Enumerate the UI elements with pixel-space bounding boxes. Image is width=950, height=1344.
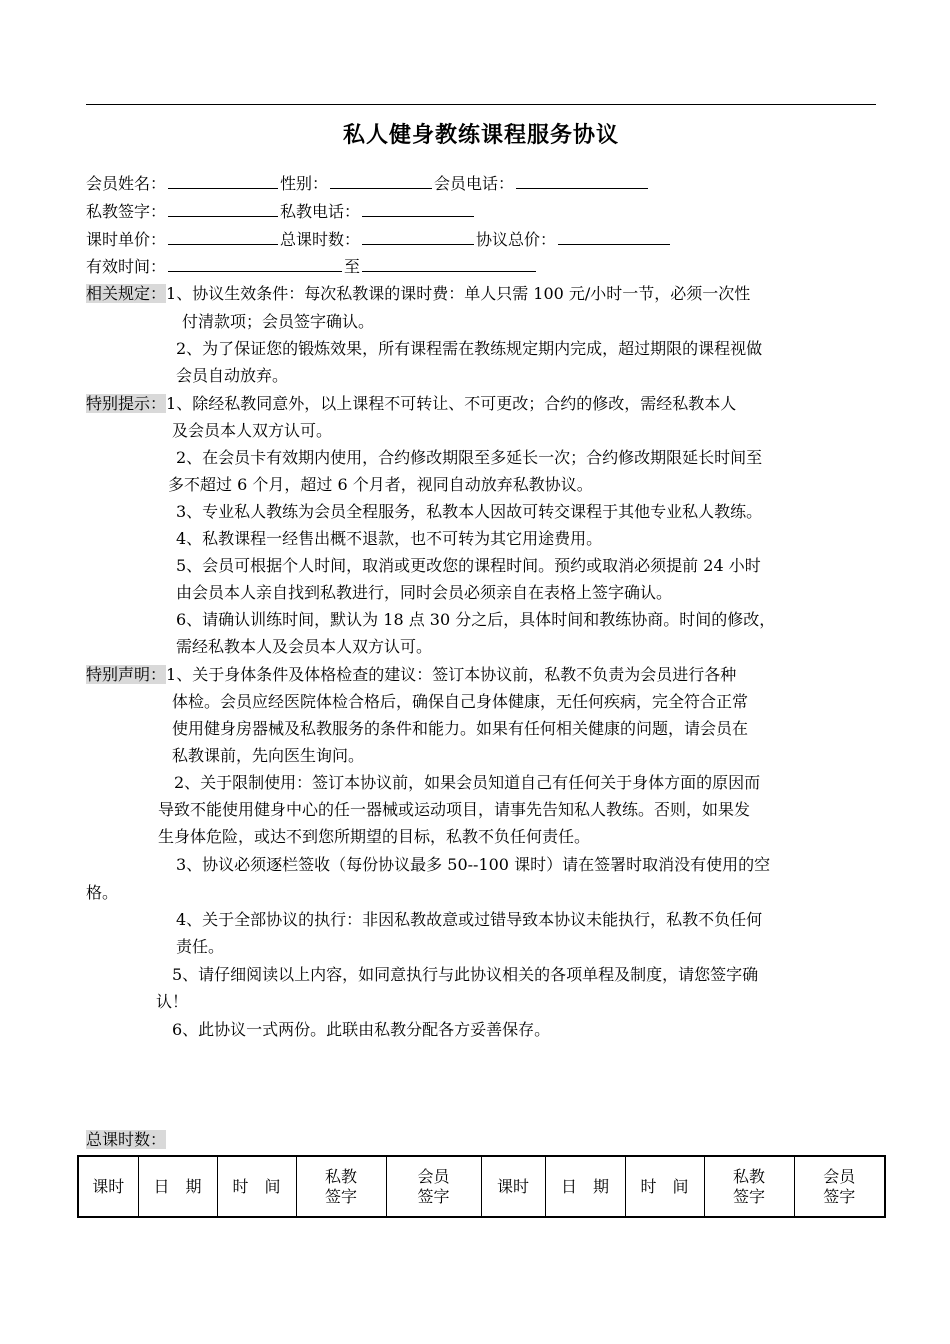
valid-to-label: 至 [344,257,361,276]
tips-heading: 特别提示： [86,394,167,413]
col-member-sign-2-line-1: 会员 [823,1166,856,1186]
total-hours-label: 总课时数： [280,230,361,249]
total-price-field[interactable] [558,230,670,245]
tips-item-1-line-2: 及会员本人双方认可。 [172,421,333,440]
tips-item-1-text: 1、除经私教同意外，以上课程不可转让、不可更改；合约的修改，需经私教本人 [166,394,737,413]
form-row-4 [86,257,538,277]
tips-item-2-line-1: 2、在会员卡有效期内使用，合约修改期限至多延长一次；合约修改期限延长时间至 [176,448,763,467]
tips-item-5-line-1: 5、会员可根据个人时间，取消或更改您的课程时间。预约或取消必须提前 24 小时 [176,556,761,575]
statement-item-1-line-3: 使用健身房器械及私教服务的条件和能力。如果有任何相关健康的问题，请会员在 [172,719,749,738]
unit-price-label: 课时单价： [86,230,167,249]
tips-item-2-line-2: 多不超过 6 个月，超过 6 个月者，视同自动放弃私教协议。 [168,475,593,494]
statement-item-2-line-2: 导致不能使用健身中心的任一器械或运动项目，请事先告知私人教练。否则，如果发 [158,800,751,819]
trainer-sign-field[interactable] [168,202,278,217]
trainer-phone-field[interactable] [362,202,474,217]
tips-item-4: 4、私教课程一经售出概不退款，也不可转为其它用途费用。 [176,529,603,548]
unit-price-field[interactable] [168,230,278,245]
total-price-label: 协议总价： [476,230,557,249]
rules-item-1-line-2: 付清款项；会员签字确认。 [182,312,375,331]
col-trainer-sign-line-2: 签字 [324,1186,357,1206]
col-date: 日 期 [138,1156,217,1217]
valid-to-field[interactable] [362,257,536,272]
statement-heading: 特别声明： [86,665,167,684]
gender-field[interactable] [330,174,432,189]
tips-item-6-line-2: 需经私教本人及会员本人双方认可。 [176,637,433,656]
col-time-2: 时 间 [625,1156,704,1217]
col-date-2: 日 期 [545,1156,625,1217]
top-rule [86,104,876,105]
statement-item-3-line-1: 3、协议必须逐栏签收（每份协议最多 50--100 课时）请在签署时取消没有使用的空 [176,855,771,874]
col-trainer-sign-2-line-2: 签字 [732,1186,765,1206]
form-row-3 [86,230,672,250]
col-member-sign-2-line-2: 签字 [823,1186,856,1206]
col-trainer-sign [296,1156,386,1217]
col-member-sign-line-1: 会员 [417,1166,450,1186]
col-time: 时 间 [217,1156,296,1217]
member-name-label: 会员姓名： [86,174,167,193]
lesson-log-table [77,1155,886,1218]
tips-item-6-line-1: 6、请确认训练时间，默认为 18 点 30 分之后，具体时间和教练协商。时间的修改， [176,610,776,629]
rules-item-1-text: 1、协议生效条件：每次私教课的课时费：单人只需 100 元/小时一节，必须一次性 [166,284,751,303]
rules-item-2-line-2: 会员自动放弃。 [176,366,289,385]
member-name-field[interactable] [168,174,278,189]
form-row-1 [86,174,650,194]
total-hours-log-label [86,1130,166,1150]
tips-item-5-line-2: 由会员本人亲自找到私教进行，同时会员必须亲自在表格上签字确认。 [176,583,673,602]
statement-item-1-line-1 [86,665,736,685]
member-phone-field[interactable] [516,174,648,189]
statement-item-4-line-1: 4、关于全部协议的执行：非因私教故意或过错导致本协议未能执行，私教不负任何 [176,910,763,929]
trainer-phone-label: 私教电话： [280,202,361,221]
col-member-sign-line-2: 签字 [417,1186,450,1206]
statement-item-4-line-2: 责任。 [176,937,225,956]
statement-item-1-text: 1、关于身体条件及体格检查的建议：签订本协议前，私教不负责为会员进行各种 [166,665,737,684]
statement-item-2-line-1: 2、关于限制使用：签订本协议前，如果会员知道自己有任何关于身体方面的原因而 [174,773,761,792]
statement-item-1-line-2: 体检。会员应经医院体检合格后，确保自己身体健康，无任何疾病，完全符合正常 [172,692,749,711]
statement-item-1-line-4: 私教课前，先向医生询问。 [172,746,365,765]
rules-item-1-line-1 [86,284,750,304]
valid-from-field[interactable] [168,257,342,272]
trainer-sign-label: 私教签字： [86,202,167,221]
statement-item-5-line-1: 5、请仔细阅读以上内容，如同意执行与此协议相关的各项单程及制度，请您签字确 [172,965,759,984]
total-hours-log-text: 总课时数： [86,1130,167,1149]
col-trainer-sign-2 [704,1156,794,1217]
statement-item-2-line-3: 生身体危险，或达不到您所期望的目标，私教不负任何责任。 [158,827,591,846]
rules-heading: 相关规定： [86,284,167,303]
statement-item-5-line-2: 认！ [156,992,189,1011]
tips-item-3: 3、专业私人教练为会员全程服务，私教本人因故可转交课程于其他专业私人教练。 [176,502,763,521]
col-lesson: 课时 [78,1156,138,1217]
col-member-sign-2 [794,1156,885,1217]
tips-item-1-line-1 [86,394,736,414]
col-trainer-sign-line-1: 私教 [324,1166,357,1186]
member-phone-label: 会员电话： [434,174,515,193]
form-row-2 [86,202,476,222]
col-lesson-2: 课时 [481,1156,545,1217]
valid-period-label: 有效时间： [86,257,167,276]
rules-item-2-line-1: 2、为了保证您的锻炼效果，所有课程需在教练规定期内完成，超过期限的课程视做 [176,339,763,358]
total-hours-field[interactable] [362,230,474,245]
col-member-sign [386,1156,481,1217]
statement-item-3-line-2: 格。 [86,883,119,902]
page-title: 私人健身教练课程服务协议 [342,123,619,148]
lesson-log-header-row [78,1156,885,1217]
gender-label: 性别： [280,174,329,193]
statement-item-6: 6、此协议一式两份。此联由私教分配各方妥善保存。 [172,1020,551,1039]
col-trainer-sign-2-line-1: 私教 [732,1166,765,1186]
